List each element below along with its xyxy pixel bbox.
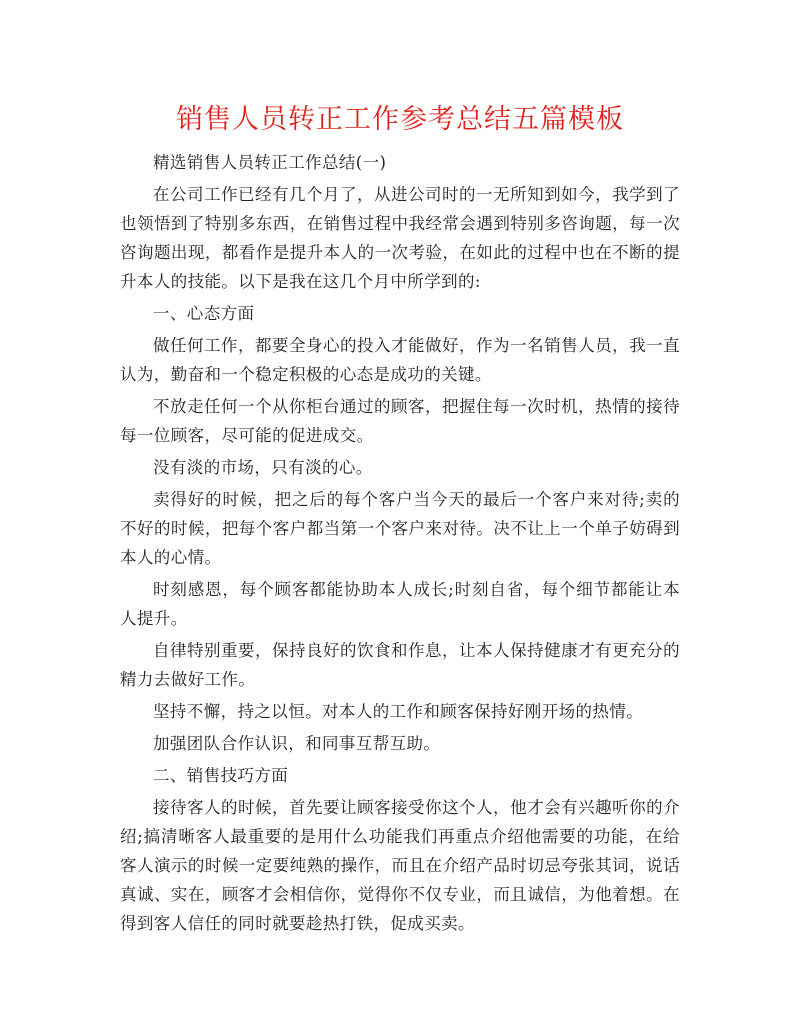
- body-paragraph: 坚持不懈，持之以恒。对本人的工作和顾客保持好刚开场的热情。: [153, 702, 644, 721]
- subtitle-paragraph: 精选销售人员转正工作总结(一): [153, 153, 387, 172]
- body-paragraph: 没有淡的市场，只有淡的心。: [153, 458, 373, 477]
- document-title: 销售人员转正工作参考总结五篇模板: [176, 104, 624, 135]
- section-heading-sales-skills: 二、销售技巧方面: [153, 766, 289, 785]
- section-heading-mindset: 一、心态方面: [153, 304, 255, 323]
- body-paragraph: 自律特别重要，保持良好的饮食和作息，让本人保持健康才有更充分的精力去做好工作。: [120, 641, 680, 689]
- body-paragraph: 做任何工作，都要全身心的投入才能做好，作为一名销售人员，我一直认为，勤奋和一个稳定积极的心态是成功的关键。: [120, 336, 680, 384]
- intro-paragraph: 在公司工作已经有几个月了，从进公司时的一无所知到如今，我学到了也领悟到了特别多东西，在销售过程中我经常会遇到特别多咨询题，每一次咨询题出现，都看作是提升本人的一次考验，在如此的过程中也在不断的提升本人的技能。以下是我在这几个月中所学到的:: [120, 185, 680, 291]
- body-paragraph: 接待客人的时候，首先要让顾客接受你这个人，他才会有兴趣听你的介绍;搞清晰客人最重要的是用什么功能我们再重点介绍他需要的功能，在给客人演示的时候一定要纯熟的操作，而且在介绍产品时切忌夸张其词，说话真诚、实在，顾客才会相信你，觉得你不仅专业，而且诚信，为他着想。在得到客人信任的同时就要趁热打铁，促成买卖。: [120, 798, 680, 933]
- body-paragraph: 卖得好的时候，把之后的每个客户当今天的最后一个客户来对待;卖的不好的时候，把每个客户都当第一个客户来对待。决不让上一个单子妨碍到本人的心情。: [120, 490, 680, 567]
- body-paragraph: 加强团队合作认识，和同事互帮互助。: [153, 734, 441, 753]
- body-paragraph: 时刻感恩，每个顾客都能协助本人成长;时刻自省，每个细节都能让本人提升。: [120, 580, 680, 628]
- body-paragraph: 不放走任何一个从你柜台通过的顾客，把握住每一次时机，热情的接待每一位顾客，尽可能的促进成交。: [120, 397, 680, 445]
